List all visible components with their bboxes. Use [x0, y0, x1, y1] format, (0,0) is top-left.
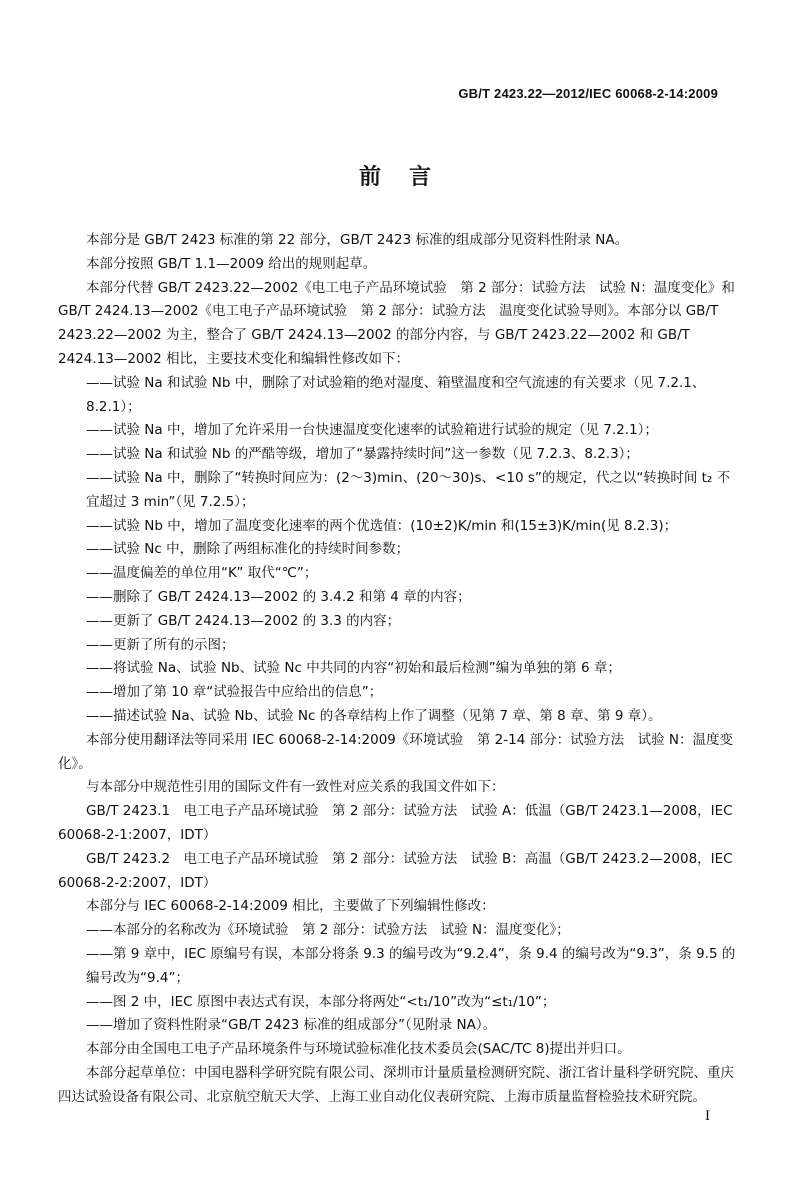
list-item: ——删除了 GB/T 2424.13—2002 的 3.4.2 和第 4 章的内容；	[86, 588, 471, 605]
list-item: ——试验 Nc 中，删除了两组标准化的持续时间参数；	[86, 541, 410, 558]
list-item: ——更新了所有的示图；	[86, 636, 235, 653]
list-item: ——将试验 Na、试验 Nb、试验 Nc 中共同的内容“初始和最后检测”编为单独的第 6 章；	[86, 660, 621, 677]
paragraph: 本部分与 IEC 60068-2-14:2009 相比，主要做了下列编辑性修改：	[86, 898, 495, 915]
list-item: ——增加了资料性附录“GB/T 2423 标准的组成部分”（见附录 NA）。	[86, 1017, 497, 1034]
page-number: I	[705, 1108, 710, 1124]
list-item: ——图 2 中，IEC 原图中表达式有误，本部分将两处“<t₁/10”改为“≤t₁/10”；	[86, 993, 556, 1010]
page-title: 前言	[358, 165, 459, 190]
paragraph: 本部分代替 GB/T 2423.22—2002《电工电子产品环境试验 第 2 部分：试验方法 试验 N：温度变化》和 GB/T 2424.13—2002《电工电子产品环境试验 第 2 部分：试验方法 温度变化试验导则》。本部分以 GB/T 2423.22—2002 为主，整合了 GB/T 2424.13—2002 的部分内容，与 GB/T 2423.22—2002 和 GB/T 2424.13—2002 相比，主要技术变化和编辑性修改如下：	[58, 279, 735, 367]
foreword-body	[58, 229, 738, 1109]
list-item: ——本部分的名称改为《环境试验 第 2 部分：试验方法 试验 N：温度变化》；	[86, 922, 570, 939]
list-item: ——第 9 章中，IEC 原编号有误，本部分将条 9.3 的编号改为“9.2.4”，条 9.4 的编号改为“9.3”，条 9.5 的编号改为“9.4”；	[86, 945, 736, 986]
paragraph: 本部分按照 GB/T 1.1—2009 给出的规则起草。	[86, 255, 377, 272]
paragraph: 本部分由全国电工电子产品环境条件与环境试验标准化技术委员会(SAC/TC 8)提出并归口。	[86, 1041, 631, 1058]
paragraph: 与本部分中规范性引用的国际文件有一致性对应关系的我国文件如下：	[86, 779, 505, 796]
paragraph: 本部分起草单位：中国电器科学研究院有限公司、深圳市计量质量检测研究院、浙江省计量科学研究院、重庆四达试验设备有限公司、北京航空航天大学、上海工业自动化仪表研究院、上海市质量监督检验技术研究院。	[58, 1064, 734, 1105]
list-item: ——更新了 GB/T 2424.13—2002 的 3.3 的内容；	[86, 612, 401, 629]
list-item: ——增加了第 10 章“试验报告中应给出的信息”；	[86, 684, 383, 701]
list-item: ——试验 Na 和试验 Nb 的严酷等级，增加了“暴露持续时间”这一参数（见 7.2.3、8.2.3）；	[86, 446, 639, 463]
paragraph: GB/T 2423.2 电工电子产品环境试验 第 2 部分：试验方法 试验 B：高温（GB/T 2423.2—2008，IEC 60068-2-2:2007，IDT）	[58, 850, 733, 891]
list-item: ——试验 Na 和试验 Nb 中，删除了对试验箱的绝对湿度、箱壁温度和空气流速的有关要求（见 7.2.1、8.2.1）；	[86, 374, 706, 415]
list-item: ——温度偏差的单位用“K” 取代“℃”；	[86, 565, 318, 582]
paragraph: 本部分使用翻译法等同采用 IEC 60068-2-14:2009《环境试验 第 2-14 部分：试验方法 试验 N：温度变化》。	[58, 731, 733, 772]
list-item: ——描述试验 Na、试验 Nb、试验 Nc 的各章结构上作了调整（见第 7 章、第 8 章、第 9 章）。	[86, 707, 662, 724]
list-item: ——试验 Na 中，增加了允许采用一台快速温度变化速率的试验箱进行试验的规定（见 7.2.1）；	[86, 422, 658, 439]
paragraph: GB/T 2423.1 电工电子产品环境试验 第 2 部分：试验方法 试验 A：低温（GB/T 2423.1—2008，IEC 60068-2-1:2007，IDT）	[58, 803, 733, 843]
paragraph: 本部分是 GB/T 2423 标准的第 22 部分，GB/T 2423 标准的组成部分见资料性附录 NA。	[86, 232, 629, 248]
standard-id-header: GB/T 2423.22—2012/IEC 60068-2-14:2009	[458, 86, 718, 101]
list-item: ——试验 Nb 中，增加了温度变化速率的两个优选值：(10±2)K/min 和(15±3)K/min(见 8.2.3)；	[86, 517, 678, 534]
list-item: ——试验 Na 中，删除了“转换时间应为：(2～3)min、(20～30)s、<10 s”的规定，代之以“转换时间 t₂ 不宜超过 3 min”（见 7.2.5）；	[86, 469, 731, 510]
